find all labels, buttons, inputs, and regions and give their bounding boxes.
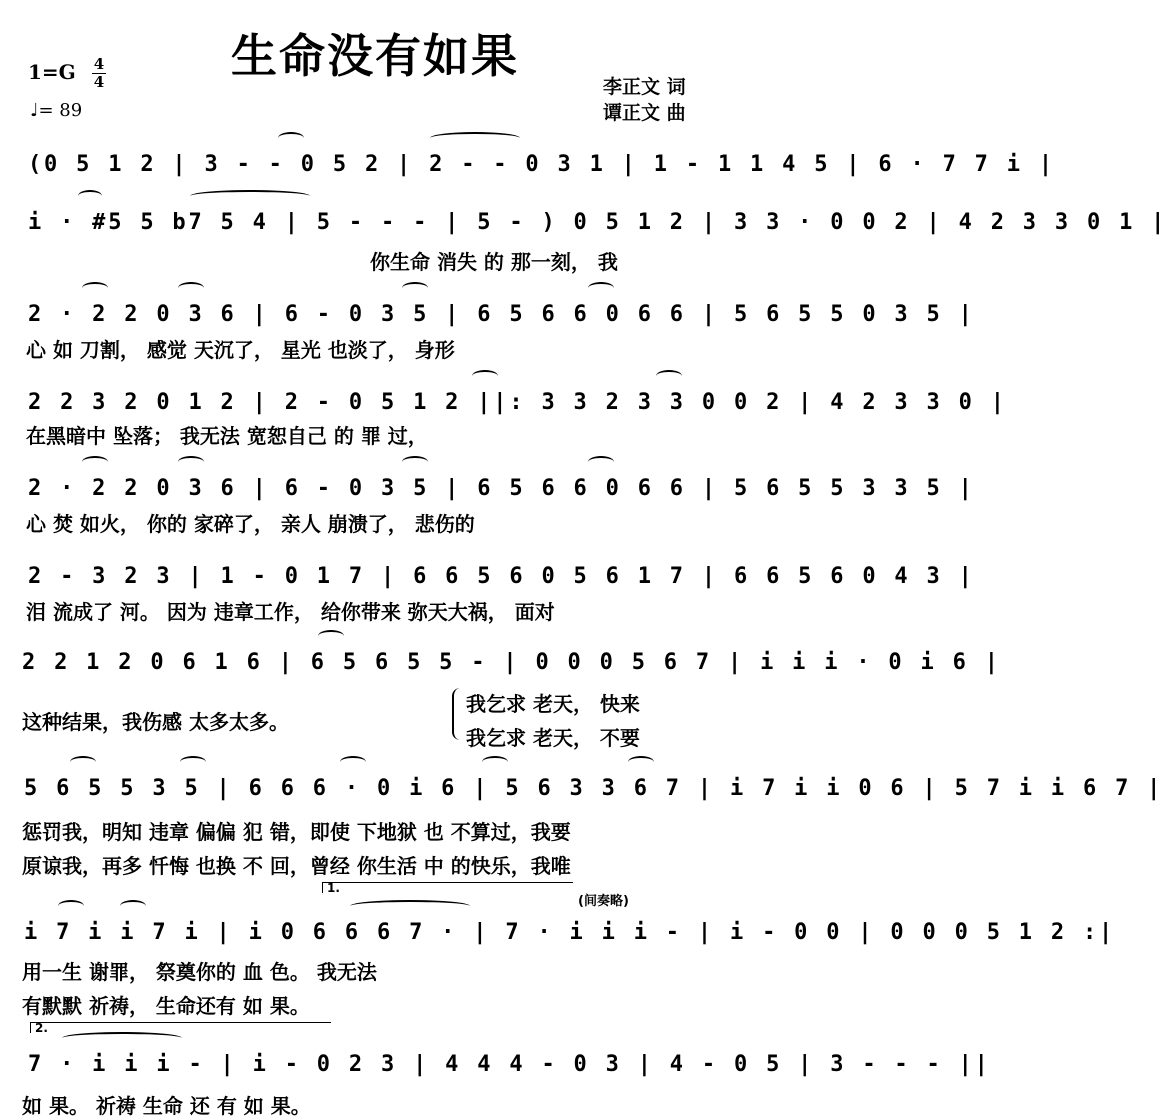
interlude-note: (间奏略) bbox=[578, 894, 629, 909]
notation-row-5 bbox=[0, 464, 975, 510]
slur bbox=[178, 456, 204, 468]
slur bbox=[472, 370, 498, 382]
volta-1-label: 1. bbox=[327, 881, 340, 895]
alt-lyric-bracket bbox=[452, 688, 460, 740]
slur bbox=[588, 456, 614, 468]
volta-2-label: 2. bbox=[35, 1021, 48, 1035]
lyric-line-10: 有默默 祈祷， 生命还有 如 果。 bbox=[22, 994, 310, 1018]
lyric-line-2: 心 如 刀割， 感觉 天沉了， 星光 也淡了， 身形 bbox=[26, 338, 455, 362]
tempo-marking: ♩= 89 bbox=[30, 100, 83, 121]
time-sig-bottom: 4 bbox=[93, 73, 105, 91]
slur bbox=[120, 900, 146, 912]
second-ending-bracket bbox=[30, 1022, 331, 1033]
notation-row-1 bbox=[0, 140, 1055, 186]
slur bbox=[190, 190, 310, 202]
slur bbox=[402, 456, 428, 468]
composer-credit: 谭正文 曲 bbox=[603, 102, 686, 124]
lyric-line-9: 用一生 谢罪， 祭奠你的 血 色。 我无法 bbox=[22, 960, 377, 984]
notes: 2 · 2 2 0 3 6 | 6 - 0 3 5 | 6 5 6 6 0 6 6 | 5 6 5 5 0 3 5 | bbox=[28, 302, 975, 327]
slur bbox=[588, 282, 614, 294]
lyric-line-5: 泪 流成了 河。 因为 违章工作， 给你带来 弥天大祸， 面对 bbox=[26, 600, 555, 624]
lyricist-credit: 李正文 词 bbox=[603, 76, 686, 98]
lyric-line-4: 心 焚 如火， 你的 家碎了， 亲人 崩溃了， 悲伤的 bbox=[26, 512, 475, 536]
notes: 7 · i i i - | i - 0 2 3 | 4 4 4 - 0 3 | 4 - 0 5 | 3 - - - || bbox=[28, 1052, 991, 1077]
lyric-line-11: 如 果。 祈祷 生命 还 有 如 果。 bbox=[22, 1094, 311, 1118]
notes: 2 2 1 2 0 6 1 6 | 6 5 6 5 5 - | 0 0 0 5 6 7 | i i i · 0 i 6 | bbox=[22, 650, 1001, 675]
first-ending-bracket bbox=[322, 882, 573, 893]
notation-row-6 bbox=[0, 552, 975, 598]
slur bbox=[78, 190, 102, 202]
slur bbox=[62, 1032, 182, 1044]
slur bbox=[82, 282, 108, 294]
notes: 2 2 3 2 0 1 2 | 2 - 0 5 1 2 ||: 3 3 2 3 3 0 0 2 | 4 2 3 3 0 | bbox=[28, 390, 1007, 415]
lyric-line-1: 你生命 消失 的 那一刻， 我 bbox=[370, 250, 618, 274]
slur bbox=[278, 132, 304, 144]
slur bbox=[180, 756, 206, 768]
notes: i · #5 5 b7 5 4 | 5 - - - | 5 - ) 0 5 1 2 | 3 3 · 0 0 2 | 4 2 3 3 0 1 | bbox=[28, 210, 1167, 235]
lyric-line-6a: 我乞求 老天， 快来 bbox=[466, 692, 640, 716]
key-signature: 1=G bbox=[28, 60, 76, 84]
lyric-line-3: 在黑暗中 坠落； 我无法 宽恕自己 的 罪 过， bbox=[26, 424, 428, 448]
notation-row-8 bbox=[0, 764, 1164, 810]
slur bbox=[402, 282, 428, 294]
slur bbox=[482, 756, 508, 768]
notation-row-4 bbox=[0, 378, 1007, 424]
notes: 2 · 2 2 0 3 6 | 6 - 0 3 5 | 6 5 6 6 0 6 6 | 5 6 5 5 3 3 5 | bbox=[28, 476, 975, 501]
slur bbox=[430, 132, 520, 144]
slur bbox=[318, 630, 344, 642]
slur bbox=[58, 900, 84, 912]
notes: i 7 i i 7 i | i 0 6 6 6 7 · | 7 · i i i - | i - 0 0 | 0 0 0 5 1 2 :| bbox=[24, 920, 1116, 945]
lyric-line-6b: 我乞求 老天， 不要 bbox=[466, 726, 640, 750]
notation-row-2 bbox=[0, 198, 1167, 244]
song-title: 生命没有如果 bbox=[231, 29, 519, 83]
lyric-line-6: 这种结果，我伤感 太多太多。 bbox=[22, 710, 289, 734]
notation-row-7 bbox=[0, 638, 1001, 684]
notes: 5 6 5 5 3 5 | 6 6 6 · 0 i 6 | 5 6 3 3 6 7 | i 7 i i 0 6 | 5 7 i i 6 7 | bbox=[24, 776, 1164, 801]
notes: (0 5 1 2 | 3 - - 0 5 2 | 2 - - 0 3 1 | 1 - 1 1 4 5 | 6 · 7 7 i | bbox=[28, 152, 1055, 177]
slur bbox=[82, 456, 108, 468]
slur bbox=[178, 282, 204, 294]
slur bbox=[656, 370, 682, 382]
lyric-line-8: 原谅我，再多 忏悔 也换 不 回，曾经 你生活 中 的快乐，我唯 bbox=[22, 854, 571, 878]
slur bbox=[340, 756, 366, 768]
notation-row-9 bbox=[0, 908, 1116, 954]
notation-row-10 bbox=[0, 1040, 991, 1086]
slur bbox=[350, 900, 470, 912]
time-sig-top: 4 bbox=[93, 55, 105, 73]
lyric-line-7: 惩罚我，明知 违章 偏偏 犯 错，即使 下地狱 也 不算过，我要 bbox=[22, 820, 571, 844]
slur bbox=[70, 756, 96, 768]
time-signature bbox=[92, 56, 106, 91]
slur bbox=[628, 756, 654, 768]
notation-row-3 bbox=[0, 290, 975, 336]
notes: 2 - 3 2 3 | 1 - 0 1 7 | 6 6 5 6 0 5 6 1 7 | 6 6 5 6 0 4 3 | bbox=[28, 564, 975, 589]
